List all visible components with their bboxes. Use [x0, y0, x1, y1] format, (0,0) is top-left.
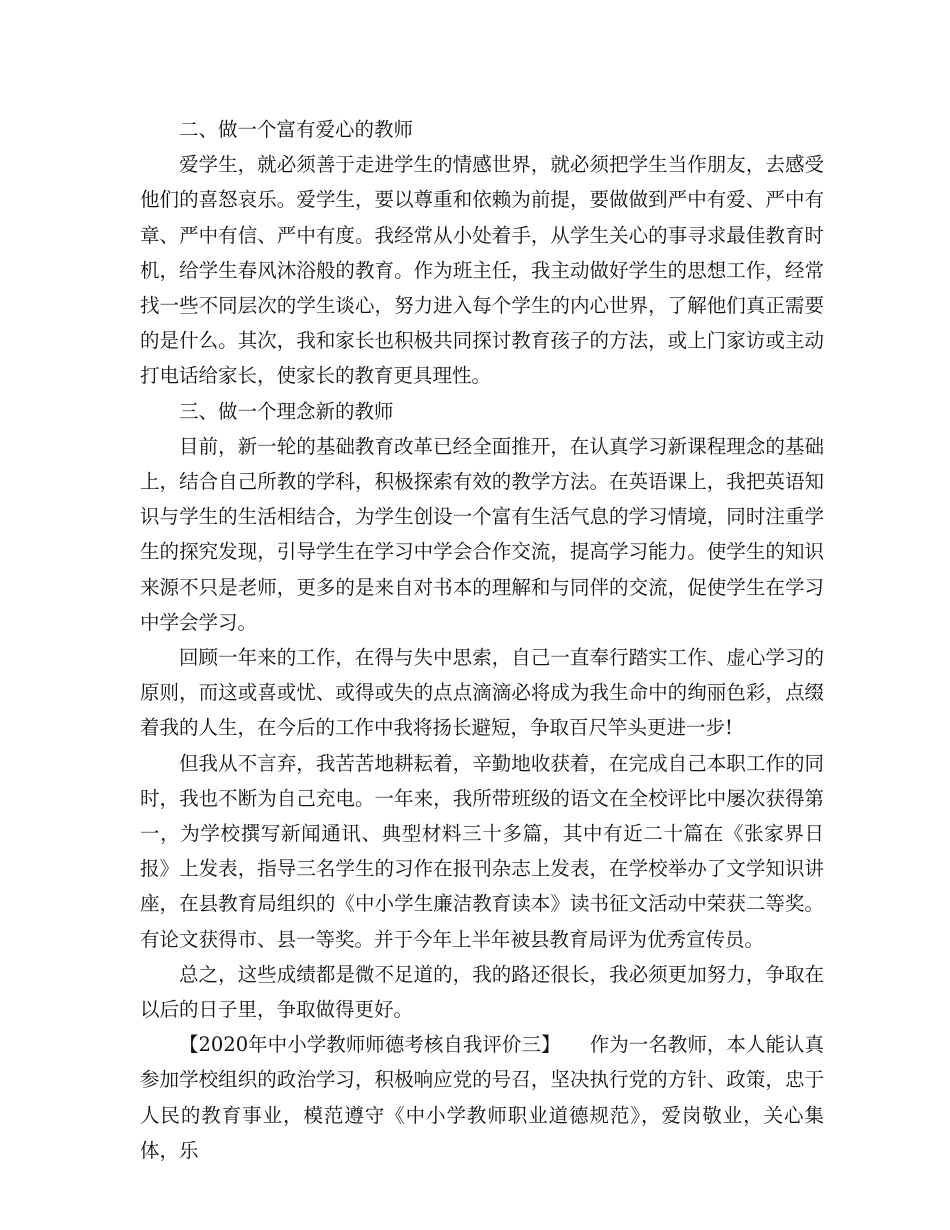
paragraph-evaluation-three: 【2020年中小学教师师德考核自我评价三】 作为一名教师，本人能认真参加学校组织的政治学习，积极响应党的号召，坚决执行党的方针、政策，忠于人民的教育事业，模范遵守《中小学教师职业道德规范》，爱岗敬业，关心集体，乐	[140, 1033, 824, 1162]
paragraph-new-concepts: 目前，新一轮的基础教育改革已经全面推开，在认真学习新课程理念的基础上，结合自己所教的学科，积极探索有效的教学方法。在英语课上，我把英语知识与学生的生活相结合，为学生创设一个富有生活气息的学习情境，同时注重学生的探究发现，引导学生在学习中学会合作交流，提高学习能力。使学生的知识来源不只是老师，更多的是来自对书本的理解和与同伴的交流，促使学生在学习中学会学习。	[140, 434, 824, 634]
paragraph-love-students: 爱学生，就必须善于走进学生的情感世界，就必须把学生当作朋友，去感受他们的喜怒哀乐。爱学生，要以尊重和依赖为前提，要做做到严中有爱、严中有章、严中有信、严中有度。我经常从小处着手，从学生关心的事寻求最佳教育时机，给学生春风沐浴般的教育。作为班主任，我主动做好学生的思想工作，经常找一些不同层次的学生谈心，努力进入每个学生的内心世界，了解他们真正需要的是什么。其次，我和家长也积极共同探讨教育孩子的方法，或上门家访或主动打电话给家长，使家长的教育更具理性。	[140, 153, 824, 388]
document-page	[140, 112, 824, 1168]
paragraph-achievements: 但我从不言弃，我苦苦地耕耘着，辛勤地收获着，在完成自己本职工作的同时，我也不断为自己充电。一年来，我所带班级的语文在全校评比中屡次获得第一，为学校撰写新闻通讯、典型材料三十多篇，其中有近二十篇在《张家界日报》上发表，指导三名学生的习作在报刊杂志上发表，在学校举办了文学知识讲座，在县教育局组织的《中小学生廉洁教育读本》读书征文活动中荣获二等奖。有论文获得市、县一等奖。并于今年上半年被县教育局评为优秀宣传员。	[140, 751, 824, 951]
section-heading-2: 二、做一个富有爱心的教师	[179, 118, 414, 141]
paragraph-conclusion: 总之，这些成绩都是微不足道的，我的路还很长，我必须更加努力，争取在以后的日子里，争取做得更好。	[140, 962, 824, 1022]
paragraph-review: 回顾一年来的工作，在得与失中思索，自己一直奉行踏实工作、虚心学习的原则，而这或喜或忧、或得或失的点点滴滴必将成为我生命中的绚丽色彩，点缀着我的人生，在今后的工作中我将扬长避短，争取百尺竿头更进一步!	[140, 646, 824, 740]
section-heading-3: 三、做一个理念新的教师	[179, 399, 394, 423]
